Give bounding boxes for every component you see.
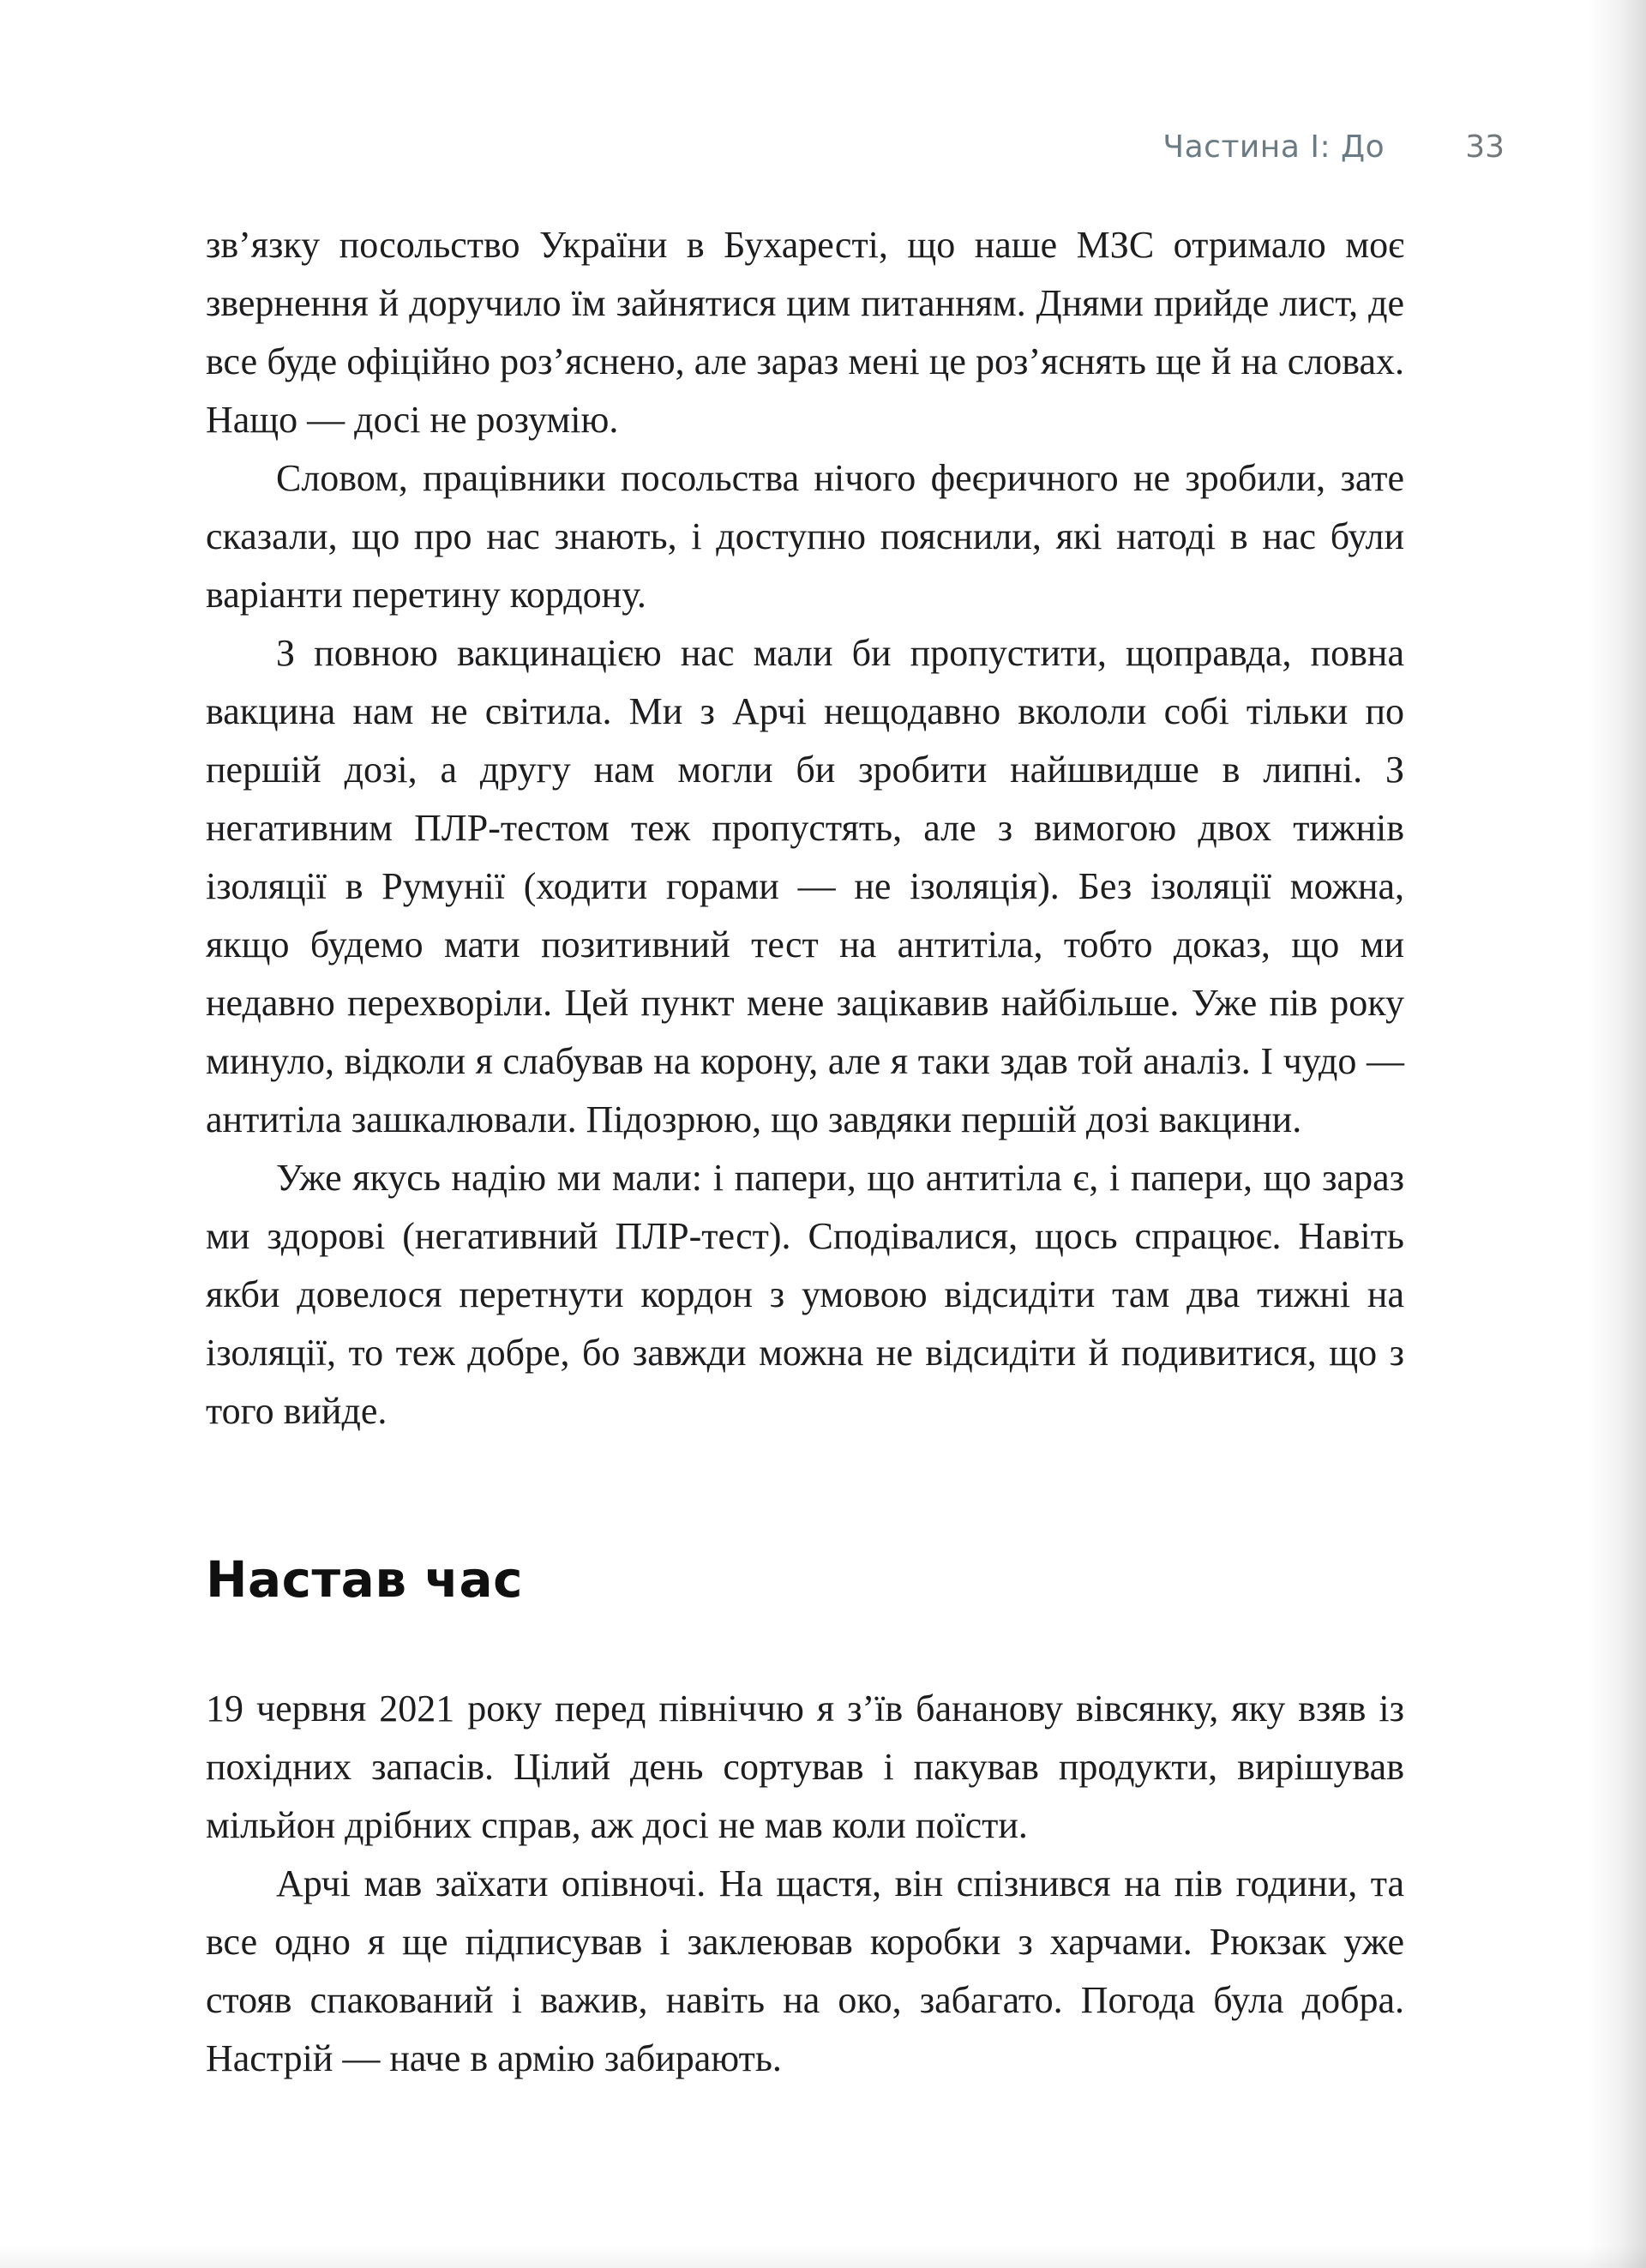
- body-paragraph: 19 червня 2021 року перед північчю я з’їв бананову вівсянку, яку взяв із похідних запасів. Цілий день сортував і пакував продукти, вирішував мільйон дрібних справ, аж досі не мав коли поїсти.: [206, 1687, 1404, 1846]
- body-paragraph: З повною вакцинацією нас мали би пропустити, щоправда, повна вакцина нам не світила. Ми з Арчі нещодавно вкололи собі тільки по першій дозі, а другу нам могли би зробити найшвидше в липні. З негативним ПЛР-тестом теж пропустять, але з вимогою двох тижнів ізоляції в Румунії (ходити горами — не ізоляція). Без ізоляції можна, якщо будемо мати позитивний тест на антитіла, тобто доказ, що ми недавно перехворіли. Цей пункт мене зацікавив найбільше. Уже пів року минуло, відколи я слабував на корону, але я таки здав той аналіз. І чудо — антитіла зашкалювали. Підозрюю, що завдяки першій дозі вакцини.: [206, 632, 1404, 1140]
- running-header: [0, 129, 1505, 165]
- body-paragraph: Словом, працівники посольства нічого феєричного не зробили, зате сказали, що про нас знають, і доступно пояснили, які натоді в нас були варіанти перетину кордону.: [206, 457, 1404, 616]
- chapter-title: Частина І: До: [1162, 129, 1385, 165]
- page-edge-shadow: [1586, 0, 1646, 2268]
- section-heading: Настав час: [206, 1550, 524, 1609]
- body-paragraph: Уже якусь надію ми мали: і папери, що антитіла є, і папери, що зараз ми здорові (негативний ПЛР-тест). Сподівалися, щось спрацює. Навіть якби довелося перетнути кордон з умовою відсидіти там два тижні на ізоляції, то теж добре, бо завжди можна не відсидіти й подивитися, що з того вийде.: [206, 1157, 1404, 1432]
- text-column: [206, 216, 1404, 2088]
- body-paragraph: зв’язку посольство України в Бухаресті, що наше МЗС отримало моє звернення й доручило їм зайнятися цим питанням. Днями прийде лист, де все буде офіційно роз’яснено, але зараз мені це роз’яснять ще й на словах. Нащо — досі не розумію.: [206, 224, 1404, 441]
- page-number: 33: [1465, 129, 1505, 165]
- page-bottom-shadow: [0, 2246, 1646, 2268]
- body-paragraph: Арчі мав заїхати опівночі. На щастя, він спізнився на пів години, та все одно я ще підписував і заклеював коробки з харчами. Рюкзак уже стояв спакований і важив, навіть на око, забагато. Погода була добра. Настрій — наче в армію забирають.: [206, 1862, 1404, 2079]
